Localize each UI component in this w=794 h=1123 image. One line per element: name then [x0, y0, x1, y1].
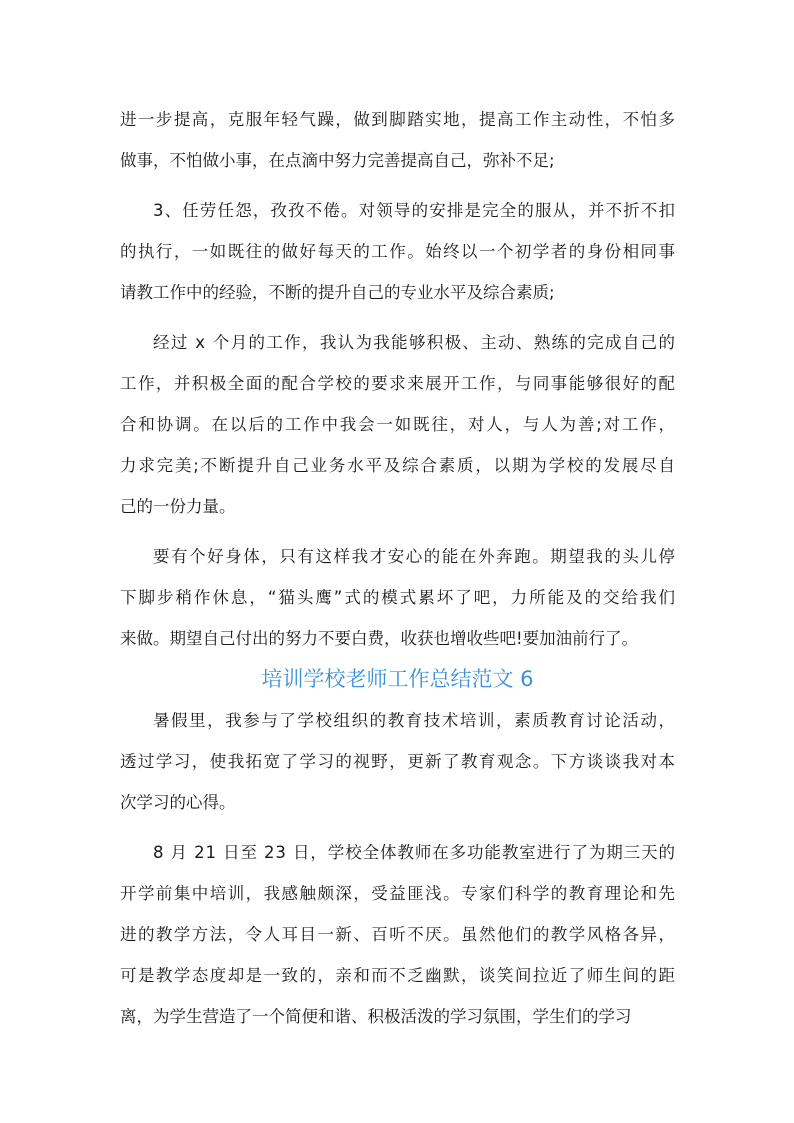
text-line [120, 363, 675, 404]
paragraph [120, 832, 675, 1037]
paragraph-gap [120, 313, 675, 322]
text-line [120, 914, 675, 955]
paragraph [120, 536, 675, 659]
line-text: 透过学习，使我拓宽了学习的视野，更新了教育观念。下方谈谈我对本 [120, 752, 677, 771]
text-line [120, 782, 675, 823]
line-text: 离，为学生营造了一个简便和谐、积极活泼的学习氛围，学生们的学习 [120, 1007, 632, 1026]
text-line [120, 99, 675, 140]
text-line [120, 955, 675, 996]
paragraph [120, 700, 675, 823]
paragraph-gap [120, 181, 675, 190]
line-text: 8 月 21 日至 23 日，学校全体教师在多功能教室进行了为期三天的 [153, 843, 676, 862]
line-text: 来做。期望自己付出的努力不要白费，收获也增收些吧!要加油前行了。 [120, 629, 639, 648]
line-text: 经过 x 个月的工作，我认为我能够积极、主动、熟练的完成自己的 [153, 333, 677, 352]
text-line [120, 618, 675, 659]
text-line [120, 322, 675, 363]
text-line [120, 700, 675, 741]
line-text: 合和协调。在以后的工作中我会一如既往，对人，与人为善;对工作， [120, 415, 677, 434]
text-line [120, 996, 675, 1037]
line-text: 暑假里，我参与了学校组织的教育技术培训，素质教育讨论活动， [153, 711, 677, 730]
section-heading: 培训学校老师工作总结范文 6 [261, 667, 534, 691]
text-line [120, 873, 675, 914]
text-line [120, 832, 675, 873]
text-line [120, 486, 675, 527]
line-text: 的执行，一如既往的做好每天的工作。始终以一个初学者的身份相同事 [120, 242, 677, 261]
text-line [120, 272, 675, 313]
document-body [120, 99, 675, 1037]
paragraph-gap [120, 527, 675, 536]
paragraph-gap [120, 823, 675, 832]
line-text: 做事，不怕做小事，在点滴中努力完善提高自己，弥补不足; [120, 151, 555, 170]
line-text: 己的一份力量。 [120, 497, 236, 516]
paragraph [120, 322, 675, 527]
line-text: 3、任劳任怨，孜孜不倦。对领导的安排是完全的服从，并不折不扣 [153, 201, 677, 220]
text-line [120, 404, 675, 445]
paragraph [120, 190, 675, 313]
text-line [120, 140, 675, 181]
line-text: 下脚步稍作休息，“猫头鹰”式的模式累坏了吧，力所能及的交给我们 [120, 588, 677, 607]
text-line [120, 190, 675, 231]
line-text: 要有个好身体，只有这样我才安心的能在外奔跑。期望我的头儿停 [153, 547, 677, 566]
line-text: 请教工作中的经验，不断的提升自己的专业水平及综合素质; [120, 283, 555, 302]
line-text: 力求完美;不断提升自己业务水平及综合素质，以期为学校的发展尽自 [120, 456, 677, 475]
paragraph [120, 99, 675, 181]
line-text: 开学前集中培训，我感触颇深，受益匪浅。专家们科学的教育理论和先 [120, 884, 677, 903]
line-text: 次学习的心得。 [120, 793, 236, 812]
text-line [120, 536, 675, 577]
line-text: 可是教学态度却是一致的，亲和而不乏幽默，谈笑间拉近了师生间的距 [120, 966, 677, 985]
line-text: 工作，并积极全面的配合学校的要求来展开工作，与同事能够很好的配 [120, 374, 677, 393]
text-line [120, 577, 675, 618]
text-line [120, 741, 675, 782]
text-line [120, 231, 675, 272]
text-line [120, 445, 675, 486]
line-text: 进一步提高，克服年轻气躁，做到脚踏实地，提高工作主动性，不怕多 [120, 110, 677, 129]
line-text: 进的教学方法，令人耳目一新、百听不厌。虽然他们的教学风格各异， [120, 925, 677, 944]
